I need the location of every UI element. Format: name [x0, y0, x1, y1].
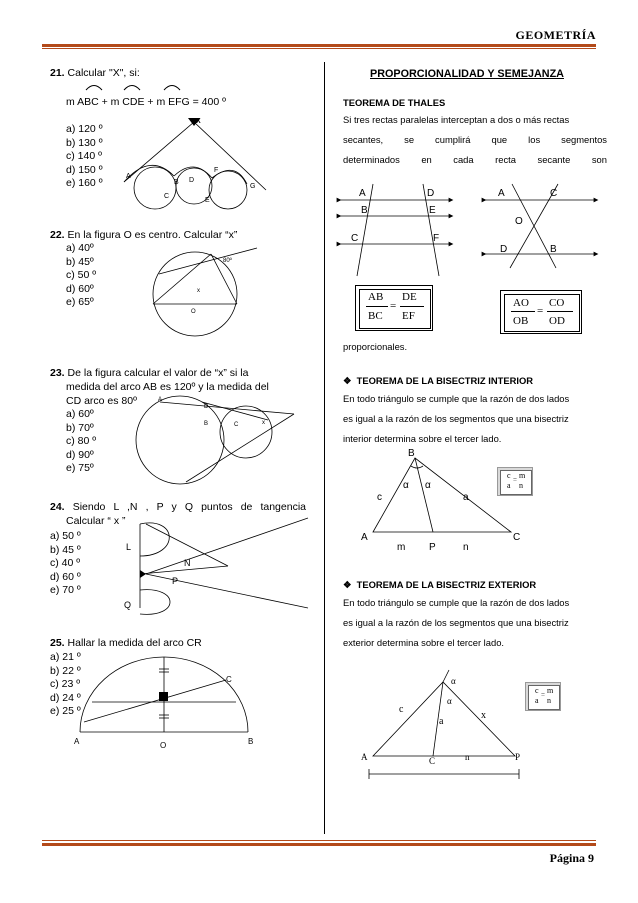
- q25-stem: 25. Hallar la medida del arco CR: [50, 637, 202, 649]
- bis-int-label-m: m: [397, 542, 406, 552]
- q25-option-e: e) 25 º: [50, 705, 81, 717]
- bis-int-figure: [353, 444, 533, 552]
- q22-option-c: c) 50 º: [66, 269, 97, 281]
- q24-option-e: e) 70 º: [50, 584, 81, 596]
- bis-ext-formula-n1: c: [535, 686, 539, 695]
- thales-formula-1: [355, 285, 433, 331]
- bis-ext-formula-d1: a: [535, 696, 539, 705]
- bis-int-label-c-vertex: C: [513, 532, 521, 543]
- bis-int-label-p: P: [429, 542, 436, 552]
- thales-line-2: secantes, se cumplirá que los segmentos: [343, 134, 607, 145]
- bis-ext-formula-n2: m: [547, 686, 554, 695]
- page-number: Página 9: [549, 851, 594, 865]
- q21-option-a: a) 120 º: [66, 123, 103, 135]
- bis-ext-label-p: P: [515, 752, 521, 762]
- formula2-eq: =: [537, 305, 544, 317]
- q22-label-o: O: [191, 309, 196, 315]
- q21-stem: 21. Calcular "X", si:: [50, 67, 140, 79]
- q24-options: [50, 530, 81, 598]
- q21-option-c: c) 140 º: [66, 150, 102, 162]
- q21-label-f: F: [214, 167, 219, 174]
- q21-label-b: B: [174, 179, 179, 186]
- bis-int-formula-eq: =: [513, 476, 517, 484]
- bis-int-bullet-icon: ❖: [343, 375, 352, 386]
- q25-label-b: B: [248, 737, 254, 746]
- bis-ext-bullet-icon: ❖: [343, 579, 352, 590]
- thales-tail: proporcionales.: [343, 341, 408, 352]
- q22-option-a: a) 40º: [66, 242, 94, 254]
- formula1-eq: =: [390, 300, 397, 312]
- thales-label-o2: O: [515, 216, 523, 227]
- bis-int-formula-d1: a: [507, 481, 511, 490]
- q24-option-b: b) 45 º: [50, 543, 81, 556]
- bis-int-line-3: interior determina sobre el tercer lado.: [343, 433, 502, 444]
- thales-figure-parallels: [335, 180, 455, 280]
- bis-int-formula-d2: n: [519, 481, 523, 490]
- thales-label-a: A: [359, 188, 366, 199]
- q24-label-n: N: [184, 558, 191, 568]
- q25-option-a: a) 21 º: [50, 651, 81, 663]
- q25-option-c: c) 23 º: [50, 678, 81, 690]
- thales-text: [343, 110, 607, 170]
- q23-label-x: x: [262, 420, 265, 426]
- bis-ext-label-alpha1: α: [451, 676, 456, 686]
- bis-ext-text: [343, 593, 607, 653]
- q24-option-a: a) 50 º: [50, 530, 81, 542]
- bis-int-label-b: B: [408, 448, 415, 459]
- q25-label-o: O: [160, 741, 167, 750]
- q24-label-p: P: [172, 576, 179, 586]
- q22-options: [66, 242, 96, 310]
- q23-label-b: B: [204, 421, 209, 427]
- q21-label-g: G: [250, 183, 256, 190]
- bis-ext-label-c: c: [399, 704, 404, 715]
- bis-ext-line-1: En todo triángulo se cumple que la razón de dos lados: [343, 597, 570, 608]
- q24-stem-line1: 24. Siendo L ,N , P y Q puntos de tangencia: [50, 501, 306, 513]
- bis-ext-line-2: es igual a la razón de los segmentos que una bisectriz: [343, 617, 569, 628]
- formula2-d2: OD: [549, 315, 565, 327]
- thales-heading: TEOREMA DE THALES: [343, 97, 446, 108]
- q23-label-a: A: [158, 397, 163, 403]
- q25-figure: [70, 652, 260, 752]
- bis-int-label-alpha2: α: [425, 480, 431, 491]
- q23-stem-line1: 23. De la figura calcular el valor de “x” si la: [50, 367, 249, 379]
- formula1-d1: BC: [368, 310, 383, 322]
- q22-option-e: e) 65º: [66, 296, 94, 308]
- bis-int-formula: [497, 467, 533, 496]
- q24-stem-line2: Calcular “ x ”: [66, 515, 126, 527]
- q24-option-c: c) 40 º: [50, 557, 81, 569]
- thales-label-c: C: [351, 233, 359, 244]
- q21-label-d: D: [189, 177, 195, 184]
- q23-option-e: e) 75º: [66, 462, 94, 474]
- q23-option-c: c) 80 º: [66, 435, 97, 447]
- q21-label-a: A: [126, 173, 131, 180]
- q21-option-e: e) 160 º: [66, 177, 103, 189]
- q25-label-a: A: [74, 737, 80, 746]
- bis-ext-figure: [355, 668, 535, 783]
- q23-stem-line3: CD arco es 80º: [66, 395, 137, 407]
- bis-ext-line-3: exterior determina sobre el tercer lado.: [343, 637, 505, 648]
- q22-figure: [145, 242, 265, 337]
- header-rule-thick: [42, 44, 596, 47]
- thales-label-d: D: [427, 188, 435, 199]
- bis-int-text: [343, 389, 607, 449]
- thales-label-c2: C: [550, 188, 558, 199]
- q23-options: [66, 408, 96, 476]
- q21-formula: m ABC + m CDE + m EFG = 400 º: [66, 96, 226, 108]
- q22-label-x: x: [197, 288, 200, 294]
- header-rule-thin: [42, 48, 596, 49]
- q23-option-a: a) 60º: [66, 408, 94, 420]
- bis-ext-formula: [525, 682, 561, 711]
- q22-option-b: b) 45º: [66, 255, 94, 268]
- thales-label-d2: D: [500, 244, 508, 255]
- formula1-n1: AB: [368, 291, 384, 303]
- bis-ext-label-a: a: [439, 716, 444, 727]
- formula2-n2: CO: [549, 297, 565, 309]
- q22-option-d: d) 60º: [66, 282, 94, 295]
- q23-figure: [128, 392, 298, 487]
- bis-ext-formula-d2: n: [547, 696, 551, 705]
- q25-option-d: d) 24 º: [50, 691, 81, 704]
- q21-label-x: X: [196, 118, 201, 125]
- footer-rule-thick: [42, 843, 596, 846]
- thales-label-e: E: [429, 205, 436, 216]
- q21-arc-marks: [84, 81, 194, 91]
- q23-option-d: d) 90º: [66, 448, 94, 461]
- q21-label-e: E: [205, 197, 210, 204]
- bis-int-label-alpha1: α: [403, 480, 409, 491]
- q24-label-l: L: [126, 542, 132, 552]
- thales-label-b: B: [361, 205, 368, 216]
- formula2-d1: OB: [513, 315, 529, 327]
- q25-option-b: b) 22 º: [50, 664, 81, 677]
- q24-figure: [118, 516, 310, 616]
- thales-label-f: F: [433, 233, 440, 244]
- thales-label-b2: B: [550, 244, 557, 255]
- header-title: GEOMETRÍA: [515, 28, 596, 42]
- bis-ext-label-alpha2: α: [447, 696, 452, 706]
- bis-int-formula-n2: m: [519, 471, 526, 480]
- footer-rule-thin: [42, 840, 596, 841]
- q22-label-angle: 80º: [223, 258, 232, 264]
- bis-ext-label-x: x: [481, 710, 486, 721]
- bis-int-label-a-vertex: A: [361, 532, 368, 543]
- q21-label-c: C: [164, 193, 170, 200]
- q23-label-c: C: [234, 422, 239, 428]
- q21-options: [66, 123, 103, 191]
- q22-stem: 22. En la figura O es centro. Calcular “x”: [50, 229, 238, 241]
- bis-ext-heading: ❖ TEOREMA DE LA BISECTRIZ EXTERIOR: [343, 579, 537, 590]
- formula1-n2: DE: [402, 291, 417, 303]
- bis-int-formula-n1: c: [507, 471, 511, 480]
- bis-int-label-a: a: [463, 492, 469, 503]
- bis-int-line-2: es igual a la razón de los segmentos que una bisectriz: [343, 413, 569, 424]
- q21-figure: [120, 112, 270, 217]
- q23-option-b: b) 70º: [66, 421, 94, 434]
- q25-label-c: C: [226, 675, 232, 684]
- column-divider: [324, 62, 325, 834]
- bis-ext-label-c-vertex: C: [429, 756, 436, 766]
- bis-int-label-n: n: [463, 542, 469, 552]
- thales-label-a2: A: [498, 188, 505, 199]
- q24-label-q: Q: [124, 600, 132, 610]
- q24-option-d: d) 60 º: [50, 570, 81, 583]
- thales-figure-crossing: [480, 180, 600, 270]
- bis-int-line-1: En todo triángulo se cumple que la razón de dos lados: [343, 393, 570, 404]
- right-section-title: PROPORCIONALIDAD Y SEMEJANZA: [370, 68, 564, 80]
- thales-line-1: Si tres rectas paralelas interceptan a dos o más rectas: [343, 114, 570, 125]
- thales-line-3: determinados en cada recta secante son: [343, 154, 607, 165]
- thales-formula-2: [500, 290, 582, 334]
- bis-ext-label-n: n: [465, 752, 470, 762]
- q21-option-d: d) 150 º: [66, 163, 103, 176]
- bis-ext-label-a-vertex: A: [361, 752, 368, 762]
- q21-option-b: b) 130 º: [66, 136, 103, 149]
- formula1-d2: EF: [402, 310, 415, 322]
- q23-label-d: D: [204, 404, 209, 410]
- bis-int-label-c: c: [377, 492, 382, 503]
- formula2-n1: AO: [513, 297, 529, 309]
- bis-ext-formula-eq: =: [541, 691, 545, 699]
- bis-int-heading: ❖ TEOREMA DE LA BISECTRIZ INTERIOR: [343, 375, 534, 386]
- q23-stem-line2: medida del arco AB es 120º y la medida del: [66, 381, 269, 393]
